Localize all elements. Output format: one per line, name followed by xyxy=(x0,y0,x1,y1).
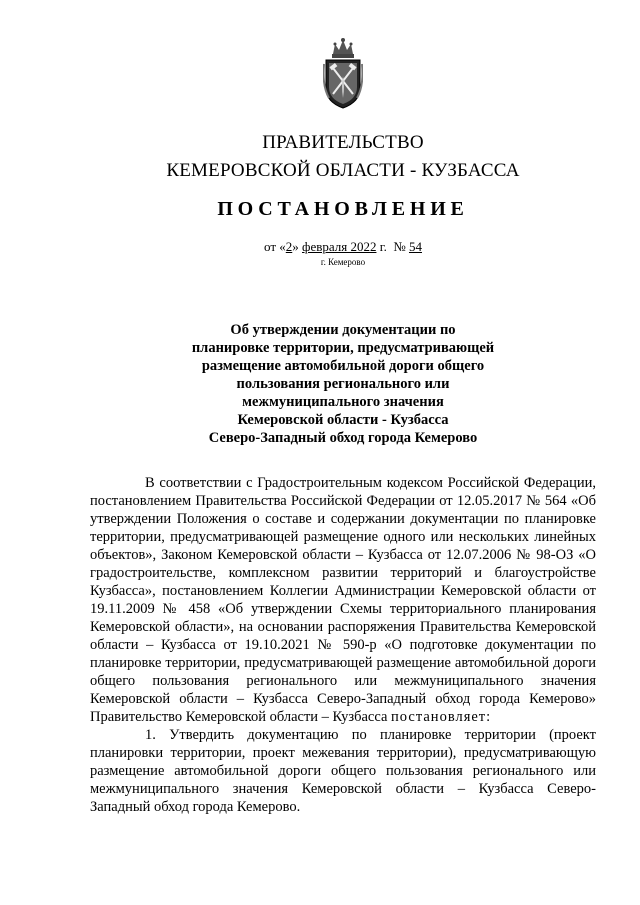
city-label: г. Кемерово xyxy=(320,257,366,267)
preamble-text: В соответствии с Градостроительным кодексом Российской Федерации, постановлением Правительства Российской Федерации от 12.05.2017 № 564 «Об утверждении Положения о составе и содержании документации по планировке территории, предусматривающей размещение одного или нескольких линейных объектов», Законом Кемеровской области – Кузбасса от 12.07.2006 № 98-ОЗ «О градостроительстве, комплексном развитии территорий и благоустройстве Кузбасса», постановлением Коллегии Администрации Кемеровской области от 19.11.2009 № 458 «Об утверждении Схемы территориального планирования Кемеровской области», на основании распоряжения Правительства Кемеровской области – Кузбасса от 19.10.2021 № 590-р «О подготовке документации по планировке территории, предусматривающей размещение автомобильной дороги общего пользования регионального или межмуниципального значения Кемеровской области – Кузбасса Северо-Западный обход города Кемерово» Правительство Кемеровской области – Кузбасса xyxy=(90,475,596,725)
subject-line: Северо-Западный обход города Кемерово xyxy=(208,430,478,446)
government-line-2: КЕМЕРОВСКОЙ ОБЛАСТИ - КУЗБАССА xyxy=(166,160,520,181)
date-day: 2 xyxy=(285,239,293,254)
document-body xyxy=(90,474,596,816)
date-month-year: февраля 2022 xyxy=(302,239,377,254)
body-paragraph-preamble xyxy=(90,474,596,726)
subject-line: межмуниципального значения xyxy=(242,394,444,410)
document-number: 54 xyxy=(408,239,422,254)
subject-line: планировке территории, предусматривающей xyxy=(191,340,495,356)
body-paragraph-item-1: 1. Утвердить документацию по планировке территории (проект планировки территории, проект межевания территории), предусматривающую размещение автомобильной дороги общего пользования регионального или межмуниципального значения Кемеровской области – Кузбасса Северо-Западный обход города Кемерово. xyxy=(90,727,596,815)
date-prefix: от « xyxy=(264,239,286,254)
subject-heading xyxy=(0,321,640,447)
date-day-close: » xyxy=(292,239,299,254)
subject-line: размещение автомобильной дороги общего xyxy=(201,358,485,374)
subject-line: Кемеровской области - Кузбасса xyxy=(237,412,449,428)
subject-line: пользования регионального или xyxy=(236,376,450,392)
document-type-title: ПОСТАНОВЛЕНИЕ xyxy=(217,198,469,220)
date-year-suffix: г. xyxy=(379,239,387,254)
resolution-verb: постановляет: xyxy=(391,709,492,725)
number-label: № xyxy=(393,239,406,254)
subject-line: Об утверждении документации по xyxy=(230,322,456,338)
kemerovo-coat-of-arms-icon xyxy=(323,36,363,111)
government-line-1: ПРАВИТЕЛЬСТВО xyxy=(262,132,424,153)
date-number-line xyxy=(0,239,640,255)
